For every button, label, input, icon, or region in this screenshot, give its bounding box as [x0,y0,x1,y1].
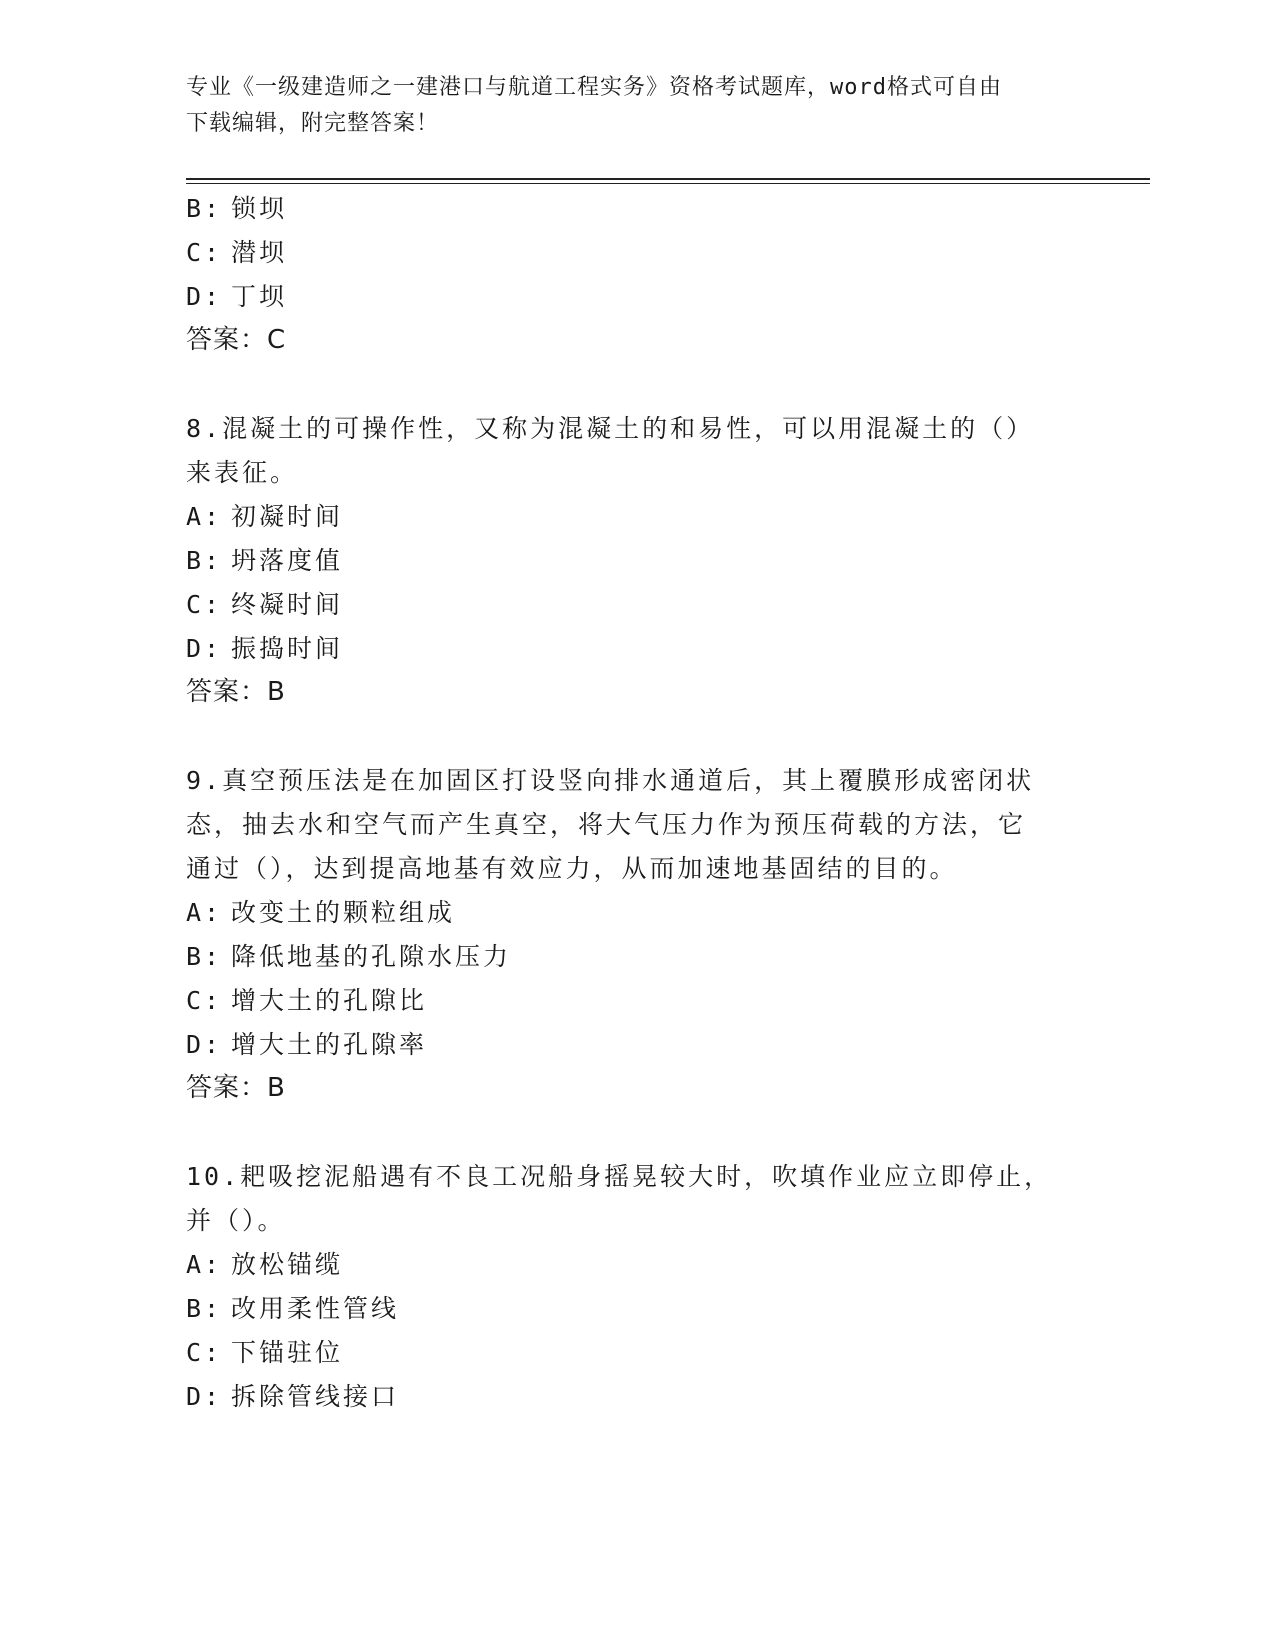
option-letter: B: [186,942,223,971]
header-line-2: 下载编辑，附完整答案！ [186,111,440,136]
q10-stem-line-2: 并（）。 [186,1206,286,1235]
option-letter: A: [186,1250,223,1279]
q7-answer: 答案：C [186,325,287,355]
option-letter: A: [186,898,223,927]
q7-option-d [186,274,287,319]
q10-option-d [186,1374,399,1419]
option-text: 初凝时间 [231,502,344,531]
option-text: 下锚驻位 [231,1338,344,1367]
option-letter: D: [186,634,223,663]
q9-option-d [186,1022,427,1067]
option-letter: C: [186,1338,223,1367]
q8-stem-line-2: 来表征。 [186,458,299,487]
q9-option-c [186,978,427,1023]
option-letter: D: [186,282,223,311]
option-text: 改用柔性管线 [231,1294,400,1323]
header-divider-thin [186,183,1150,184]
option-letter: C: [186,238,223,267]
q8-option-d [186,626,343,671]
option-text: 增大土的孔隙率 [231,1030,428,1059]
option-letter: D: [186,1382,223,1411]
option-letter: B: [186,1294,223,1323]
q10-stem-line-1: 10.耙吸挖泥船遇有不良工况船身摇晃较大时，吹填作业应立即停止， [186,1162,1053,1191]
q9-option-a [186,890,455,935]
q8-option-b [186,538,343,583]
option-text: 潜坝 [231,238,288,267]
q10-option-c [186,1330,343,1375]
q10-option-b [186,1286,399,1331]
option-letter: B: [186,546,223,575]
q8-stem-line-1: 8.混凝土的可操作性，又称为混凝土的和易性，可以用混凝土的（） [186,414,1035,443]
option-text: 放松锚缆 [231,1250,344,1279]
q8-option-c [186,582,343,627]
option-letter: C: [186,986,223,1015]
q8-option-a [186,494,343,539]
q8-answer: 答案：B [186,677,286,707]
option-text: 锁坝 [231,194,288,223]
option-letter: B: [186,194,223,223]
option-text: 降低地基的孔隙水压力 [231,942,512,971]
q10-option-a [186,1242,343,1287]
option-text: 终凝时间 [231,590,344,619]
option-text: 拆除管线接口 [231,1382,400,1411]
q9-stem-line-1: 9.真空预压法是在加固区打设竖向排水通道后，其上覆膜形成密闭状 [186,766,1035,795]
q7-option-b [186,186,287,231]
option-letter: C: [186,590,223,619]
q7-option-c [186,230,287,275]
option-text: 增大土的孔隙比 [231,986,428,1015]
document-header [186,70,1066,142]
q9-stem-line-2: 态，抽去水和空气而产生真空，将大气压力作为预压荷载的方法，它 [186,810,1027,839]
option-text: 丁坝 [231,282,288,311]
option-text: 振捣时间 [231,634,344,663]
option-letter: D: [186,1030,223,1059]
q9-option-b [186,934,511,979]
header-line-1: 专业《一级建造师之一建港口与航道工程实务》资格考试题库，word格式可自由 [186,75,1002,100]
option-text: 改变土的颗粒组成 [231,898,456,927]
q9-answer: 答案：B [186,1073,286,1103]
q9-stem-line-3: 通过（），达到提高地基有效应力，从而加速地基固结的目的。 [186,854,958,883]
header-divider-thick [186,178,1150,180]
option-text: 坍落度值 [231,546,344,575]
option-letter: A: [186,502,223,531]
